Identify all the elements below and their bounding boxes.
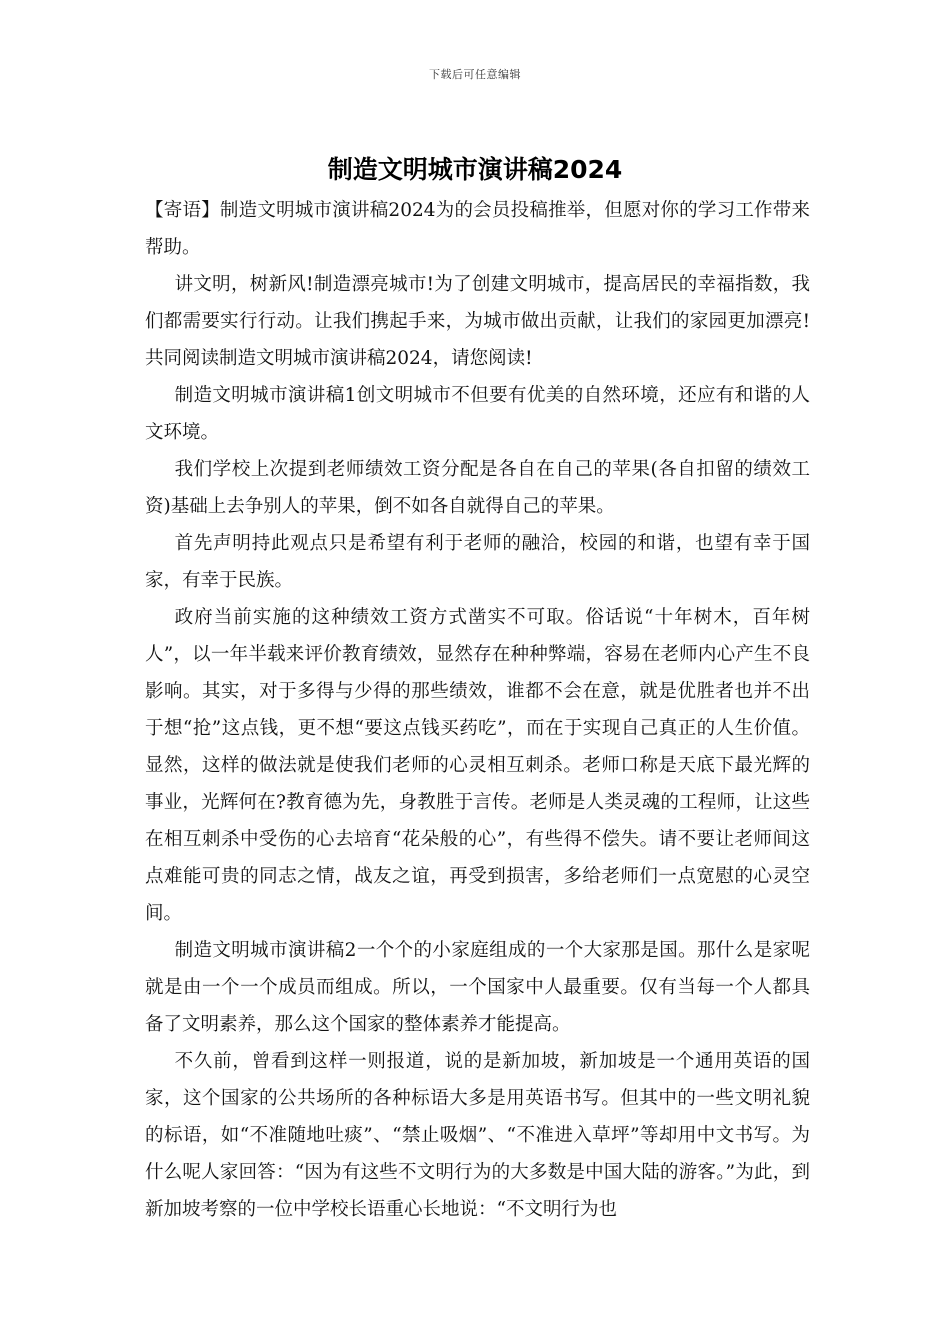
paragraph: 制造文明城市演讲稿1创文明城市不但要有优美的自然环境，还应有和谐的人文环境。 <box>145 385 810 443</box>
paragraph: 讲文明，树新风!制造漂亮城市!为了创建文明城市，提高居民的幸福指数，我们都需要实行行动。让我们携起手来，为城市做出贡献，让我们的家园更加漂亮!共同阅读制造文明城市演讲稿2024，请您阅读! <box>145 274 810 369</box>
paragraph: 我们学校上次提到老师绩效工资分配是各自在自己的苹果(各自扣留的绩效工资)基础上去争别人的苹果，倒不如各自就得自己的苹果。 <box>145 459 810 517</box>
paragraph: 制造文明城市演讲稿2一个个的小家庭组成的一个大家那是国。那什么是家呢就是由一个一个成员而组成。所以，一个国家中人最重要。仅有当每一个人都具备了文明素养，那么这个国家的整体素养才能提高。 <box>145 940 810 1035</box>
paragraph: 不久前，曾看到这样一则报道，说的是新加坡，新加坡是一个通用英语的国家，这个国家的公共场所的各种标语大多是用英语书写。但其中的一些文明礼貌的标语，如“不准随地吐痰”、“禁止吸烟”、“不准进入草坪”等却用中文书写。为什么呢人家回答：“因为有这些不文明行为的大多数是中国大陆的游客。”为此，到新加坡考察的一位中学校长语重心长地说：“不文明行为也 <box>145 1051 810 1220</box>
paragraph-preface: 【寄语】制造文明城市演讲稿2024为的会员投稿推举，但愿对你的学习工作带来帮助。 <box>145 200 810 258</box>
document-body <box>145 192 810 1228</box>
page-header-note: 下载后可任意编辑 <box>429 68 521 81</box>
paragraph: 政府当前实施的这种绩效工资方式凿实不可取。俗话说“十年树木，百年树人”，以一年半载来评价教育绩效，显然存在种种弊端，容易在老师内心产生不良影响。其实，对于多得与少得的那些绩效，谁都不会在意，就是优胜者也并不出于想“抢”这点钱，更不想“要这点钱买药吃”，而在于实现自己真正的人生价值。显然，这样的做法就是使我们老师的心灵相互刺杀。老师口称是天底下最光辉的事业，光辉何在?教育德为先，身教胜于言传。老师是人类灵魂的工程师，让这些在相互刺杀中受伤的心去培育“花朵般的心”，有些得不偿失。请不要让老师间这点难能可贵的同志之情，战友之谊，再受到损害，多给老师们一点宽慰的心灵空间。 <box>145 607 810 924</box>
paragraph: 首先声明持此观点只是希望有利于老师的融洽，校园的和谐，也望有幸于国家，有幸于民族。 <box>145 533 810 591</box>
document-title: 制造文明城市演讲稿2024 <box>327 155 623 184</box>
